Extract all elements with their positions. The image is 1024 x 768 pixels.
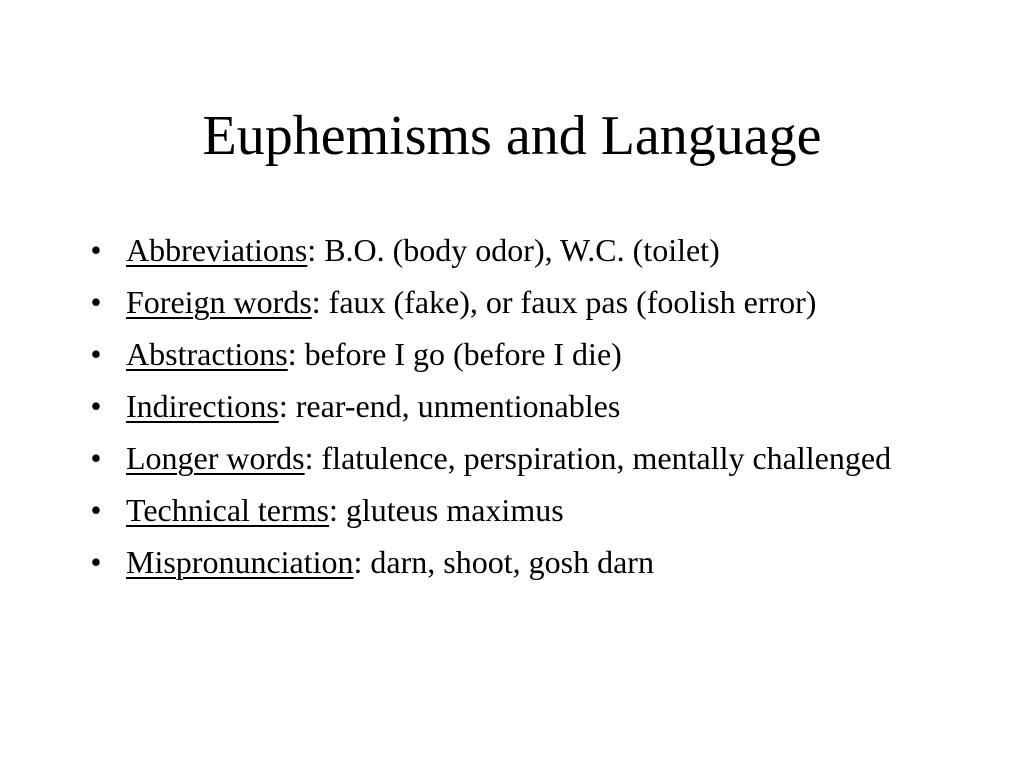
bullet-separator: :: [304, 440, 322, 476]
bullet-term: Foreign words: [126, 284, 312, 320]
bullet-item-indirections: [84, 384, 904, 428]
bullet-term: Longer words: [126, 440, 305, 476]
slide-title: Euphemisms and Language: [202, 105, 822, 167]
bullet-separator: :: [287, 336, 305, 372]
bullet-icon: •: [90, 440, 102, 476]
bullet-item-longer-words: [84, 436, 904, 480]
bullet-icon: •: [90, 232, 102, 268]
bullet-term: Mispronunciation: [126, 544, 354, 580]
bullet-item-mispronunciation: [84, 540, 904, 584]
bullet-text: rear-end, unmentionables: [295, 388, 621, 424]
bullet-separator: :: [311, 284, 329, 320]
bullet-item-abstractions: [84, 332, 904, 376]
bullet-item-foreign-words: [84, 280, 904, 324]
bullet-text: before I go (before I die): [304, 336, 622, 372]
bullet-icon: •: [90, 336, 102, 372]
bullet-text: faux (fake), or faux pas (foolish error): [328, 284, 817, 320]
bullet-separator: :: [278, 388, 296, 424]
bullet-separator: :: [353, 544, 371, 580]
bullet-text: B.O. (body odor), W.C. (toilet): [324, 232, 720, 268]
bullet-text: gluteus maximus: [345, 492, 564, 528]
bullet-term: Technical terms: [126, 492, 329, 528]
bullet-icon: •: [90, 544, 102, 580]
bullet-item-technical-terms: [84, 488, 904, 532]
bullet-separator: :: [307, 232, 325, 268]
bullet-text: flatulence, perspiration, mentally challenged: [321, 440, 892, 476]
bullet-list: [84, 228, 904, 592]
bullet-item-abbreviations: [84, 228, 904, 272]
bullet-icon: •: [90, 492, 102, 528]
bullet-term: Indirections: [126, 388, 279, 424]
bullet-term: Abbreviations: [126, 232, 308, 268]
bullet-icon: •: [90, 388, 102, 424]
bullet-separator: :: [329, 492, 346, 528]
bullet-icon: •: [90, 284, 102, 320]
bullet-text: darn, shoot, gosh darn: [370, 544, 654, 580]
bullet-term: Abstractions: [126, 336, 288, 372]
